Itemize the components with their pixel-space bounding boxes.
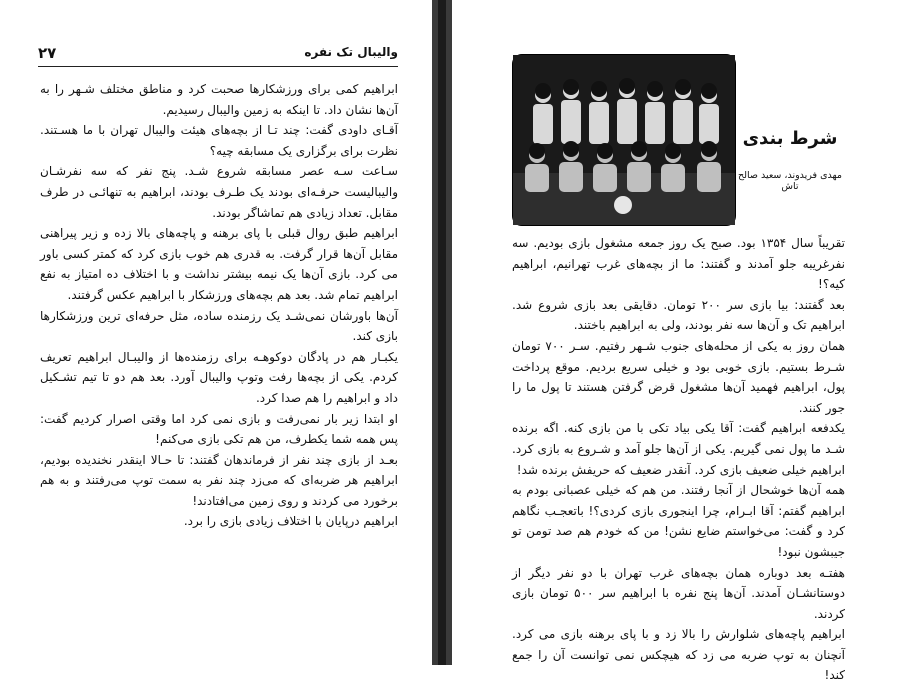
paragraph: ابراهیم کمی برای ورزشکارها صحبت کرد و مناطق مختلف شـهر را به آن‌ها نشان داد. تا اینکه به زمین والیبال رسیدیم. bbox=[40, 82, 398, 117]
team-photo bbox=[512, 54, 736, 226]
paragraph: آقـای داودی گفت: چند تـا از بچه‌های هیئت والیبال تهران با ما هسـتند. نظرت برای برگزاری یک مسابقه چیه؟ bbox=[40, 123, 398, 158]
paragraph: بعـد از بازی چند نفر از فرماندهان گفتند: تا حـالا اینقدر نخندیده بودیم، ابراهیم هر ضربه‌ای که می‌زد چند نفر به سمت توپ می‌رفتند و به هم برخورد می کردند و روی زمین می‌افتادند! bbox=[40, 452, 398, 508]
paragraph: سـاعت سـه عصر مسابقه شروع شـد. پنج نفر که سه نفرشـان والیبالیست حرفـه‌ای بودند یک طـرف بودند، ابراهیم به تنهائـی در طرف مقابل. تعداد زیادی هم تماشاگر بودند. bbox=[40, 164, 398, 220]
paragraph: او ابتدا زیر بار نمی‌رفت و بازی نمی کرد اما وقتی اصرار کردیم گفت: پس همه شما یکطرف، من هم تکی بازی می‌کنم! bbox=[40, 411, 398, 447]
team-photo-icon bbox=[513, 55, 735, 225]
chapter-authors: مهدی فریدوند، سعید صالح تاش bbox=[737, 170, 843, 192]
paragraph: همان روز به یکی از محله‌های جنوب شـهر رفتیم. سـر ۷۰۰ تومان شـرط بستیم. بازی خوبی بود و خیلی سریع بردیم. موقع پرداخت پول، ابراهیم فهمید آن‌ها مشغول قرض گرفتن هستند تا پول ما را جور کنند. bbox=[512, 338, 845, 415]
page-number: ۲۷ bbox=[38, 44, 57, 62]
left-page bbox=[0, 0, 432, 665]
book-gutter-shadow bbox=[438, 0, 446, 665]
paragraph: ابراهیم طبق روال قبلی با پای برهنه و پاچه‌های بالا زده و زیر پیراهنی مقابل آن‌ها قرار گرفت. به قدری هم خوب بازی کرد که کمتر کسی باور می کرد. بازی آن‌ها یک نیمه بیشتر نداشت و با اختلاف ده امتیاز به نفع ابراهیم تمام شد. بعد هم بچه‌های ورزشکار با ابراهیم عکس گرفتند. bbox=[40, 226, 398, 302]
header-rule bbox=[38, 66, 398, 67]
chapter-title: شرط بندی bbox=[742, 128, 838, 149]
paragraph: همه آن‌ها خوشحال از آنجا رفتند. من هم که خیلی عصبانی بودم به ابراهیم گفتم: آقا ابـرام، چرا اینجوری بازی کردی؟! باتعجـب نگاهم کرد و گفت: می‌خواستم ضایع نشن! من که خودم هم صد تومن تو جیبشون نبود! bbox=[512, 483, 845, 559]
paragraph: ابراهیم درپایان با اختلاف زیادی بازی را برد. bbox=[183, 514, 398, 529]
paragraph: هفتـه بعد دوباره همان بچه‌های غرب تهران با دو نفر دیگر از دوستانشـان آمدند. آن‌ها پنج نفره با ابراهیم سر ۵۰۰ تومان بازی کردند. bbox=[512, 565, 846, 621]
paragraph: ابراهیم پاچه‌های شلوارش را بالا زد و با پای برهنه بازی می کرد. آنچنان به توپ ضربه می زد که هیچکس نمی توانست آن را جمع کند! bbox=[512, 627, 845, 683]
right-page bbox=[452, 0, 897, 683]
paragraph: یکدفعه ابراهیم گفت: آقا یکی بیاد تکی با من بازی کنه. اگه برنده شـد ما پول نمی گیریم. یکی از آن‌ها جلو آمد و شـروع به بازی کرد. ابراهیم خیلی ضعیف بازی کرد. آنقدر ضعیف که حریفش برنده شد! bbox=[512, 421, 845, 477]
paragraph: یکبـار هم در پادگان دوکوهـه برای رزمنده‌ها از والیبـال ابراهیم تعریف کردم. یکی از بچه‌ها رفت وتوپ والیبال آورد. بعد هم دو تا تیم تشـکیل داد و ابراهیم را هم صدا کرد. bbox=[40, 349, 398, 405]
paragraph: آن‌ها باورشان نمی‌شـد یک رزمنده ساده، مثل حرفه‌ای ترین ورزشکارها بازی کند. bbox=[40, 308, 398, 344]
paragraph: تقریباً سال ۱۳۵۴ بود. صبح یک روز جمعه مشغول بازی بودیم. سه نفرغریبه جلو آمدند و گفتند: ما از بچه‌های غرب تهرانیم، ابراهیم کیه؟! bbox=[512, 236, 845, 292]
running-title: والیبال تک نفره bbox=[304, 45, 398, 59]
page-header bbox=[38, 44, 398, 64]
paragraph: بعد گفتند: بیا بازی سر ۲۰۰ تومان. دقایقی بعد بازی شروع شد. ابراهیم تک و آن‌ها سه نفر بودند، ولی به ابراهیم باختند. bbox=[512, 297, 845, 333]
left-body-text bbox=[40, 79, 398, 532]
right-body-text bbox=[512, 233, 845, 686]
